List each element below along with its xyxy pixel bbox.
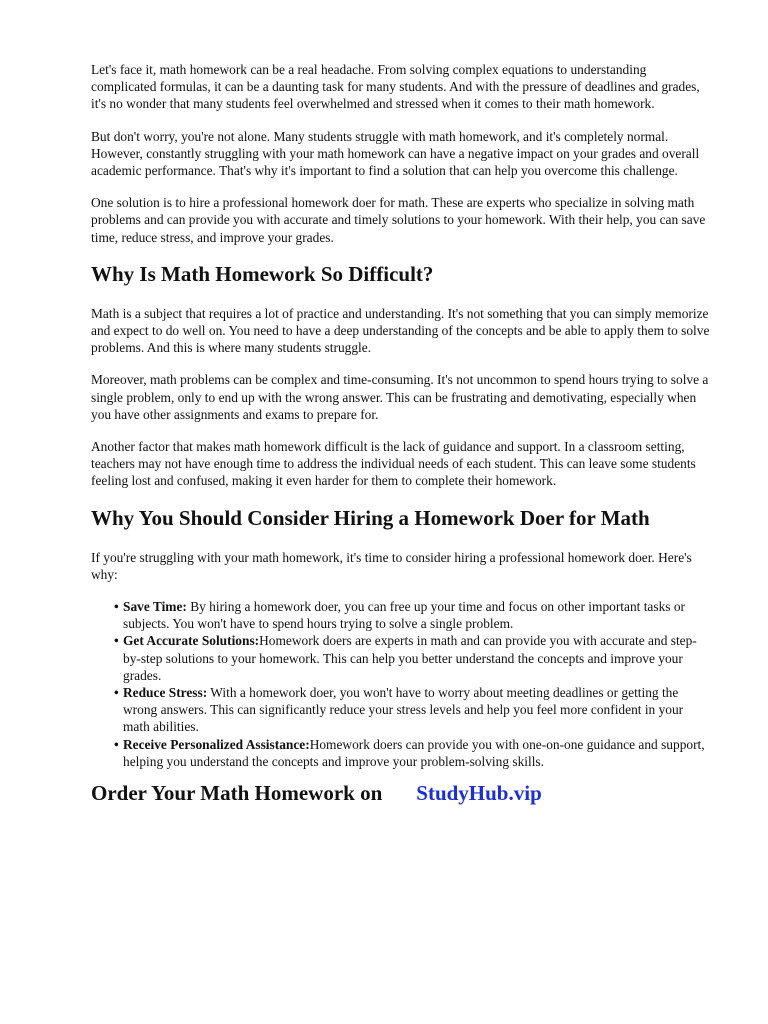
bullet-icon: • — [114, 685, 119, 701]
list-item-title: Save Time: — [123, 599, 187, 615]
list-item — [114, 598, 713, 632]
list-item-text: Homework doers can provide you with one-on-one guidance and support, helping you understand the concepts and improve your problem-solving skills. — [123, 736, 705, 769]
list-item-title: Receive Personalized Assistance: — [123, 736, 310, 752]
intro-paragraph-3: One solution is to hire a professional homework doer for math. These are experts who specialize in solving math problems and can provide you with accurate and timely solutions to your homework. With their help, you can save time, reduce stress, and improve your grades. — [91, 195, 706, 245]
difficulty-paragraph-2: Moreover, math problems can be complex and time-consuming. It's not uncommon to spend hours trying to solve a single problem, only to end up with the wrong answer. This can be frustrating and demotivating, especially when you have other assignments and exams to prepare for. — [91, 372, 709, 422]
order-cta — [91, 780, 713, 806]
cta-label: Order Your Math Homework on — [91, 781, 383, 806]
intro-paragraph-2: But don't worry, you're not alone. Many students struggle with math homework, and it's completely normal. However, constantly struggling with your math homework can have a negative impact on your grades and overall academic performance. That's why it's important to find a solution that can help you overcome this challenge. — [91, 128, 700, 179]
document-page — [91, 61, 713, 806]
bullet-icon: • — [114, 633, 119, 649]
reasons-list — [91, 598, 713, 770]
list-item-title: Reduce Stress: — [123, 685, 208, 701]
list-item — [114, 632, 713, 684]
list-item-text: By hiring a homework doer, you can free up your time and focus on other important tasks or subjects. You won't have to spend hours trying to solve a single problem. — [123, 599, 685, 632]
list-item-title: Get Accurate Solutions: — [123, 633, 260, 649]
bullet-icon: • — [114, 599, 119, 615]
studyhub-link[interactable]: StudyHub.vip — [416, 781, 542, 806]
section-heading-difficulty: Why Is Math Homework So Difficult? — [91, 261, 434, 286]
list-item — [114, 684, 713, 736]
list-item — [114, 736, 713, 770]
list-item-text: Homework doers are experts in math and can provide you with accurate and step-by-step solutions to your homework. This can help you better understand the concepts and improve your grades. — [123, 633, 697, 683]
difficulty-paragraph-3: Another factor that makes math homework difficult is the lack of guidance and support. In a classroom setting, teachers may not have enough time to address the individual needs of each student. This can leave some students feeling lost and confused, making it even harder for them to complete their homework. — [91, 439, 696, 489]
difficulty-paragraph-1: Math is a subject that requires a lot of practice and understanding. It's not something that you can simply memorize and expect to do well on. You need to have a deep understanding of the concepts and be able to apply them to solve problems. And this is where many students struggle. — [91, 305, 710, 356]
section-heading-hiring: Why You Should Consider Hiring a Homework Doer for Math — [91, 505, 650, 530]
intro-paragraph-1: Let's face it, math homework can be a real headache. From solving complex equations to understanding complicated formulas, it can be a daunting task for many students. And with the pressure of deadlines and grades, it's no wonder that many students feel overwhelmed and stressed when it comes to their math homework. — [91, 62, 700, 112]
bullet-icon: • — [114, 736, 119, 752]
hiring-intro-paragraph: If you're struggling with your math homework, it's time to consider hiring a professional homework doer. Here's why: — [91, 549, 692, 582]
list-item-text: With a homework doer, you won't have to worry about meeting deadlines or getting the wrong answers. This can significantly reduce your stress levels and help you feel more confident in your math abilities. — [123, 685, 684, 735]
